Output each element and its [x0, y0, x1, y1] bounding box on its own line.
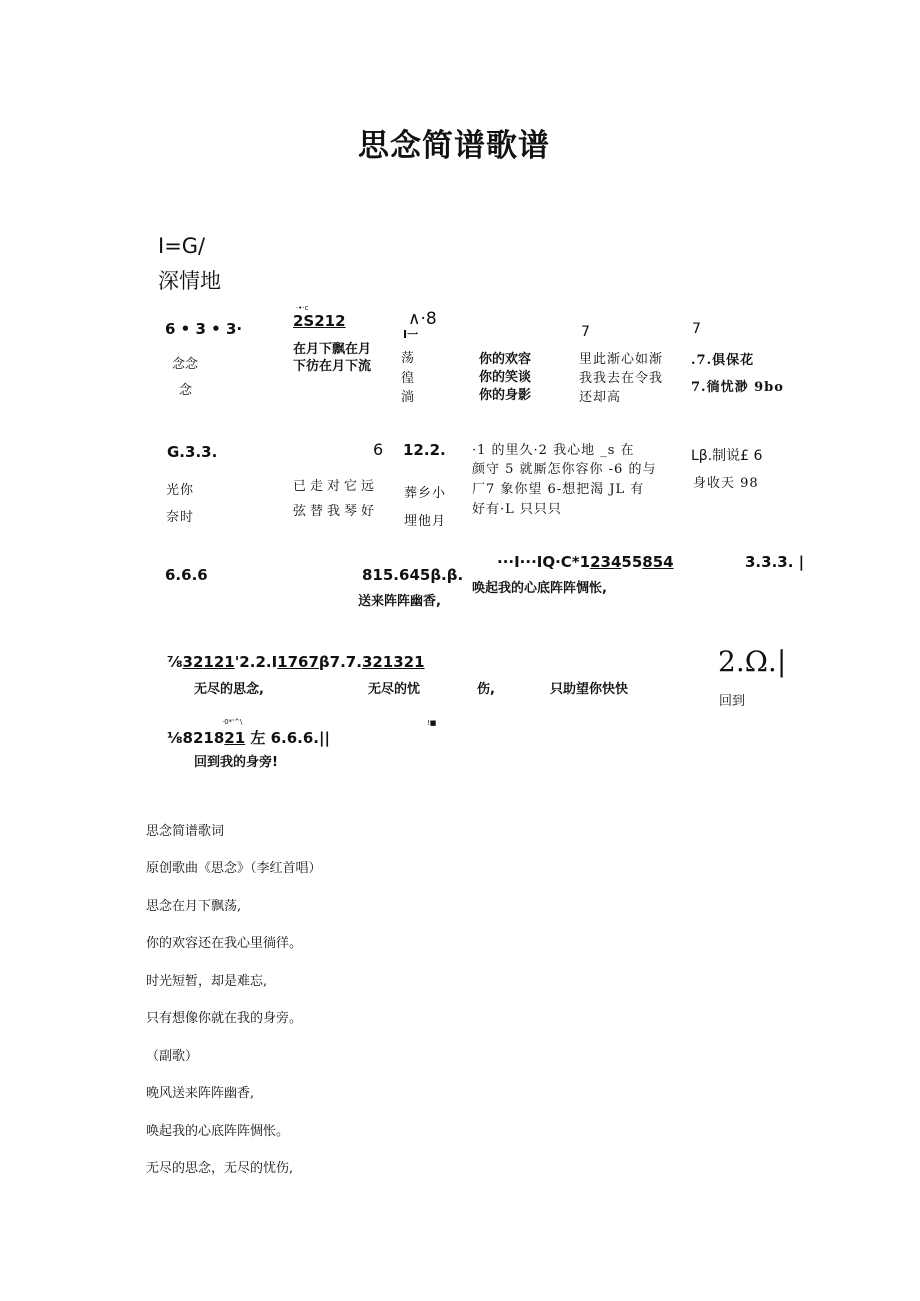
lyric-line: 唤起我的心底阵阵惆怅。: [146, 1124, 290, 1139]
notes: 6 • 3 • 3·: [165, 320, 243, 338]
lyric: 我我去在令我: [579, 371, 664, 386]
notes: 2S212: [293, 312, 346, 330]
lyric: 回到我的身旁!: [194, 755, 278, 770]
lyric: 徨: [401, 371, 416, 386]
lyric: 还却高: [579, 390, 622, 405]
notes: 12.2.: [403, 441, 446, 459]
tempo-mood: 深情地: [158, 269, 221, 293]
notes-part: 21: [224, 729, 246, 747]
notes: [167, 653, 425, 671]
lyric-line: 无尽的思念，无尽的忧伤,: [146, 1161, 294, 1176]
notation-mark: !■: [427, 719, 437, 727]
notes-part: 55: [621, 553, 643, 571]
lyric: 已走对它远: [293, 479, 379, 494]
notes: [497, 553, 674, 571]
lyric: 无尽的忧: [368, 682, 421, 697]
lyric-line: 时光短暂，却是难忘,: [146, 974, 268, 989]
lyric: 厂7 象你望 6-想把渴 JL 有: [472, 482, 645, 497]
notes-part: 321321: [361, 653, 425, 671]
lyric-line: 晚风送来阵阵幽香,: [146, 1086, 255, 1101]
lyric: 念念: [172, 357, 199, 372]
lyric: 7.徜忧渺 9bo: [691, 380, 784, 395]
lyric-line: 只有想像你就在我的身旁。: [146, 1011, 303, 1026]
notes-part: 32121: [182, 653, 235, 671]
lyric: 荡: [401, 351, 416, 366]
notes: 7: [581, 324, 590, 340]
notes: 6.6.6: [165, 566, 208, 584]
lyric-line: 你的欢容还在我心里徜徉。: [146, 936, 303, 951]
notes: 815.645β.β.: [362, 566, 464, 584]
lyric: 念: [179, 383, 193, 398]
lyric: 身收天 98: [693, 476, 759, 491]
notes: Lβ.制说£ 6: [691, 448, 763, 464]
lyric: 光你: [166, 483, 195, 498]
notes-part: 234: [590, 553, 622, 571]
lyric: 颜守 5 就厮怎你容你 -6 的与: [472, 462, 657, 477]
notation-mark: ·0*'^\: [222, 718, 243, 726]
lyrics-heading: 思念简谱歌词: [146, 824, 225, 839]
notes: [167, 727, 330, 748]
lyric: 伤,: [477, 682, 495, 697]
notation-mark: I一: [403, 328, 419, 341]
notes: 7: [692, 321, 701, 337]
notes-part: '2.2.I: [234, 653, 278, 671]
lyric: ·1 的里久·2 我心地 _s 在: [472, 443, 635, 458]
lyric-line: 思念在月下飘荡,: [146, 899, 242, 914]
page-title: 思念简谱歌谱: [358, 128, 550, 164]
notes: 3.3.3. |: [745, 553, 805, 571]
lyric: 只助望你快快: [550, 682, 629, 697]
key-signature: I=G/: [158, 234, 206, 258]
lyric: 回到: [719, 694, 746, 709]
lyric: 在月下飘在月: [293, 342, 372, 357]
lyric: 奈时: [166, 510, 195, 525]
notes: ∧·8: [408, 309, 437, 329]
lyric: 下彷在月下流: [293, 359, 372, 374]
lyric: .7.俱保花: [691, 353, 755, 368]
notes: G.3.3.: [167, 443, 218, 461]
lyric: 弦替我琴好: [293, 504, 379, 519]
lyric-line: （副歌）: [146, 1049, 199, 1064]
lyric: 你的欢容: [479, 352, 532, 367]
notes: 6: [373, 440, 384, 459]
notes-part: ⅞: [167, 653, 183, 671]
notes-part: ···I···IQ·C*1: [497, 553, 591, 571]
lyric: 葬乡小: [404, 486, 447, 501]
notes-part: 左 6.6.6.||: [245, 729, 330, 747]
notation-mark: ·•·c: [296, 304, 309, 312]
lyric: 唤起我的心底阵阵惆怅,: [472, 581, 607, 596]
notes-part: 854: [642, 553, 674, 571]
lyric: 你的身影: [479, 388, 532, 403]
notes: 2.Ω.|: [718, 645, 787, 678]
lyric: 埋他月: [404, 514, 447, 529]
notes-part: 1767: [277, 653, 319, 671]
lyric: 里此渐心如渐: [579, 352, 664, 367]
lyric: 淌: [401, 390, 416, 405]
lyric-line: 原创歌曲《思念》（李红首唱）: [146, 861, 322, 876]
notes-part: β7.7.: [318, 653, 362, 671]
lyric: 你的笑谈: [479, 370, 532, 385]
lyric: 送来阵阵幽香,: [358, 594, 441, 609]
notes-part: ⅛8218: [167, 729, 225, 747]
lyric: 无尽的思念,: [194, 682, 264, 697]
lyric: 好有·L 只只只: [472, 502, 562, 517]
